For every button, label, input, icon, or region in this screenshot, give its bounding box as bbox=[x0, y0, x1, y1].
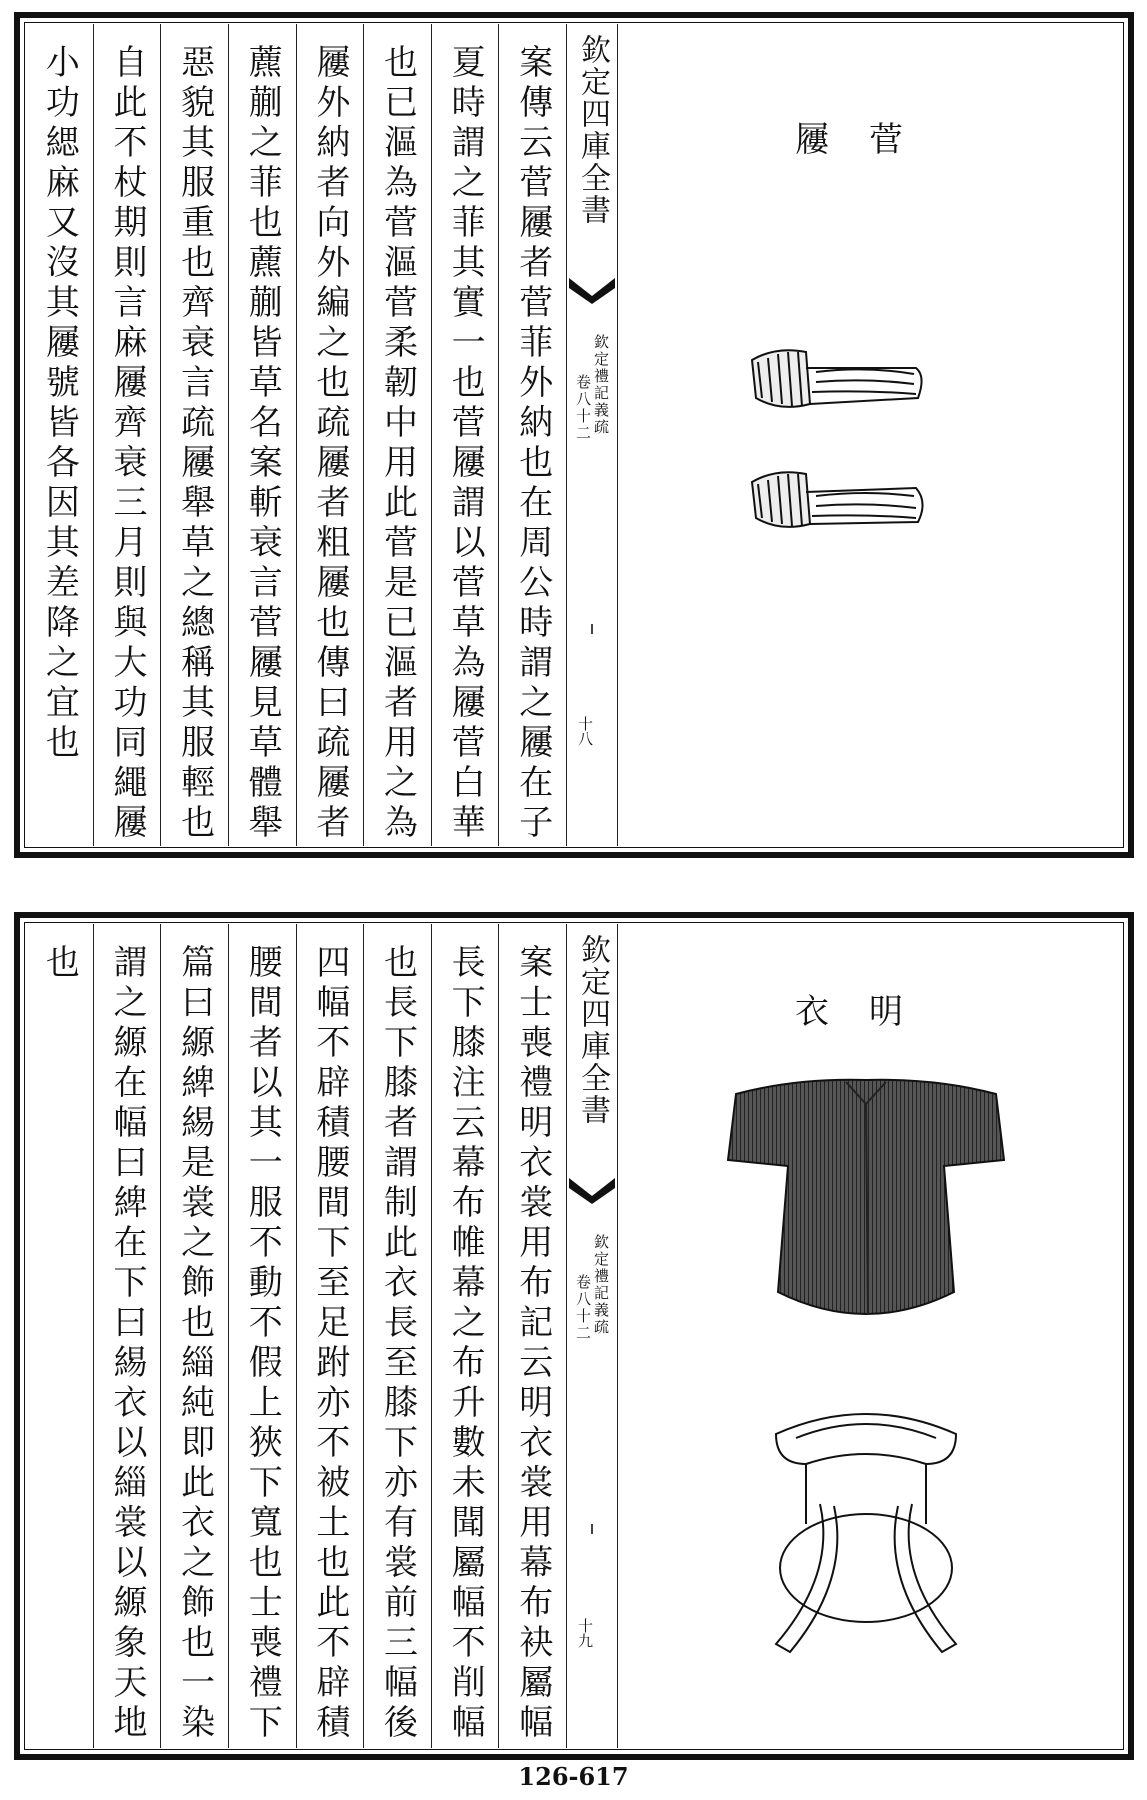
illustration-panel bbox=[616, 924, 1122, 1748]
volume-title: 欽定禮記義疏 bbox=[592, 1234, 610, 1336]
book-title: 欽定四庫全書 bbox=[575, 34, 610, 226]
caption-char: 明 bbox=[869, 992, 943, 1032]
center-band bbox=[566, 24, 618, 846]
text-column: 夏時謂之菲其實一也菅屨謂以菅草為屨菅白華 bbox=[431, 24, 499, 846]
text-columns bbox=[26, 24, 566, 846]
band-tick bbox=[591, 1524, 593, 1534]
fish-tail-mark-icon bbox=[567, 276, 617, 306]
text-columns bbox=[26, 924, 566, 1748]
text-column: 也 bbox=[39, 944, 80, 984]
caption-char: 屨 bbox=[795, 120, 869, 160]
text-column: 小功緦麻又沒其屨號皆各因其差降之宜也 bbox=[39, 44, 80, 764]
text-column: 腰間者以其一服不動不假上狹下寬也士喪禮下 bbox=[228, 924, 296, 1748]
volume-title: 欽定禮記義疏 bbox=[592, 334, 610, 436]
juan-number: 卷八十二 bbox=[574, 1274, 592, 1342]
text-column: 惡貌其服重也齊衰言疏屨舉草之總稱其服輕也 bbox=[160, 24, 228, 846]
illustration-caption bbox=[616, 112, 1122, 161]
book-title: 欽定四庫全書 bbox=[575, 934, 610, 1126]
robe-drawing bbox=[716, 1074, 1016, 1344]
text-column: 藨蒯之菲也藨蒯皆草名案斬衰言菅屨見草體舉 bbox=[228, 24, 296, 846]
band-tick bbox=[591, 624, 593, 634]
skirt-drawing bbox=[756, 1394, 976, 1664]
text-column: 也已漚為菅漚菅柔韌中用此菅是已漚者用之為 bbox=[363, 24, 431, 846]
leaf-number: 十九 bbox=[576, 1618, 594, 1648]
text-column: 案士喪禮明衣裳用布記云明衣裳用幕布袂屬幅 bbox=[498, 924, 566, 1748]
text-column: 謂之縓在幅曰綼在下曰緆衣以緇裳以縓象天地 bbox=[93, 924, 161, 1748]
text-column: 四幅不辟積腰間下至足跗亦不被土也此不辟積 bbox=[296, 924, 364, 1748]
leaf-number: 十八 bbox=[576, 716, 594, 746]
grass-sandal-drawing bbox=[746, 342, 946, 562]
illustration-panel bbox=[616, 24, 1122, 846]
page-folio-number: 126-617 bbox=[518, 1762, 629, 1791]
text-column: 屨外納者向外編之也疏屨者粗屨也傳曰疏屨者 bbox=[296, 24, 364, 846]
text-column: 長下膝注云幕布帷幕之布升數未聞屬幅不削幅 bbox=[431, 924, 499, 1748]
illustration-caption bbox=[616, 984, 1122, 1033]
text-column: 也長下膝者謂制此衣長至膝下亦有裳前三幅後 bbox=[363, 924, 431, 1748]
fish-tail-mark-icon bbox=[567, 1176, 617, 1206]
text-column: 篇曰縓綼緆是裳之飾也緇純即此衣之飾也一染 bbox=[160, 924, 228, 1748]
center-band bbox=[566, 924, 618, 1748]
juan-number: 卷八十二 bbox=[574, 374, 592, 442]
caption-char: 菅 bbox=[869, 120, 943, 160]
page-leaf-19 bbox=[14, 912, 1134, 1760]
text-column: 案傳云菅屨者菅菲外納也在周公時謂之屨在子 bbox=[498, 24, 566, 846]
caption-char: 衣 bbox=[795, 992, 869, 1032]
text-column: 自此不杖期則言麻屨齊衰三月則與大功同繩屨 bbox=[93, 24, 161, 846]
page-leaf-18 bbox=[14, 12, 1134, 858]
